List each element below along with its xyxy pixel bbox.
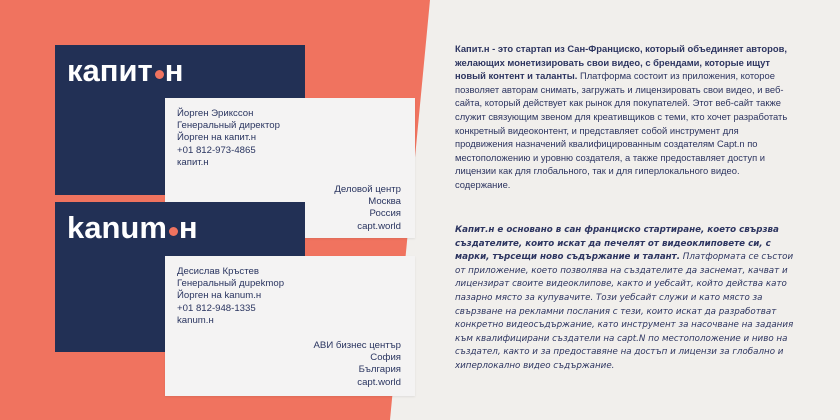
card-ru-company: Йорген на капит.н <box>177 132 257 144</box>
description-bg-lead: Капит.н е основано в сан франциско стартиране, което свързва създателите, които искат да печелят от видеоклиповете си, с марки, търсещи ново съдържание и талант. <box>455 225 779 263</box>
description-ru-body: Платформа состоит из приложения, которое позволяет авторам снимать, загружать и лицензировать свои видео, и веб-сайта, который действует как рынок для покупателей. Этот веб-сайт также служит связующим звеном для креативщиков с теми, кто хочет разработать конкретный видеоконтент, и представляет собой инструмент для продвижения назначений квалифицированным создателям Capt.n по местоположению и уровню создателя, а также предоставляет доступ и лицензии как для глобального, так и для гиперлокального видео. содержание. <box>455 70 788 190</box>
card-bg-address-line: АВИ бизнес център <box>313 340 401 351</box>
card-bg-address-line: capt.world <box>357 376 401 388</box>
card-ru-address <box>334 184 401 233</box>
card-ru-logo-suffix: н <box>164 53 184 88</box>
card-ru-address-line: Москва <box>368 196 401 208</box>
logo-dot-icon <box>155 70 164 79</box>
card-bg-title: Генеральный дupekmop <box>177 278 285 290</box>
card-bg-phone: +01 812-948-1335 <box>177 302 256 314</box>
card-ru-address-line: Деловой центр <box>334 184 401 195</box>
card-ru-title: Генеральный директор <box>177 120 280 132</box>
card-ru-address-line: Россия <box>369 208 401 220</box>
card-bg-back <box>165 256 415 396</box>
description-bg-body: Платформата се състои от приложение, което позволява на създателите да заснемат, качват и лицензират своите видеоклипове, както и уебсайт, който действа като пазарно място за купувачите. Този уебсайт служи и като място за свързване на рекламни послания с тези, които искат да разработват конкретно видеосъдържание, като инструмент за насочване на задания към квалифицирани създатели на capt.N по местоположение и ниво на създател, както и за предоставяне на достъп и лицензи за глобално и хиперлокално видео съдържание. <box>455 252 794 371</box>
logo-dot-icon <box>169 227 178 236</box>
card-bg-contact <box>177 266 284 327</box>
card-ru-contact <box>177 108 280 169</box>
card-bg-name: Десислав Кръстев <box>177 266 259 277</box>
description-ru-lead: Капит.н - это стартап из Сан-Франциско, который объединяет авторов, желающих монетизировать свои видео, с брендами, которые ищут новый контент и таланты. <box>455 43 787 82</box>
card-bg-site: kanum.н <box>177 314 214 326</box>
card-ru-phone: +01 812-973-4865 <box>177 144 256 156</box>
card-ru-site: капит.н <box>177 156 209 168</box>
description-bg <box>455 224 800 374</box>
card-bg-address <box>314 340 401 389</box>
card-ru-logo-text: капит <box>67 53 153 88</box>
card-bg-company: Йорген на kanum.н <box>177 290 262 302</box>
card-bg-logo-text: kanum <box>67 210 167 245</box>
card-bg-logo <box>67 212 198 243</box>
card-ru-logo <box>67 55 183 86</box>
card-ru-name: Йорген Эрикссон <box>177 108 254 119</box>
card-bg-logo-suffix: н <box>178 210 198 245</box>
card-ru-address-line: capt.world <box>357 220 401 232</box>
description-ru <box>455 42 790 192</box>
card-bg-address-line: България <box>358 364 401 376</box>
card-bg-address-line: София <box>370 352 401 364</box>
